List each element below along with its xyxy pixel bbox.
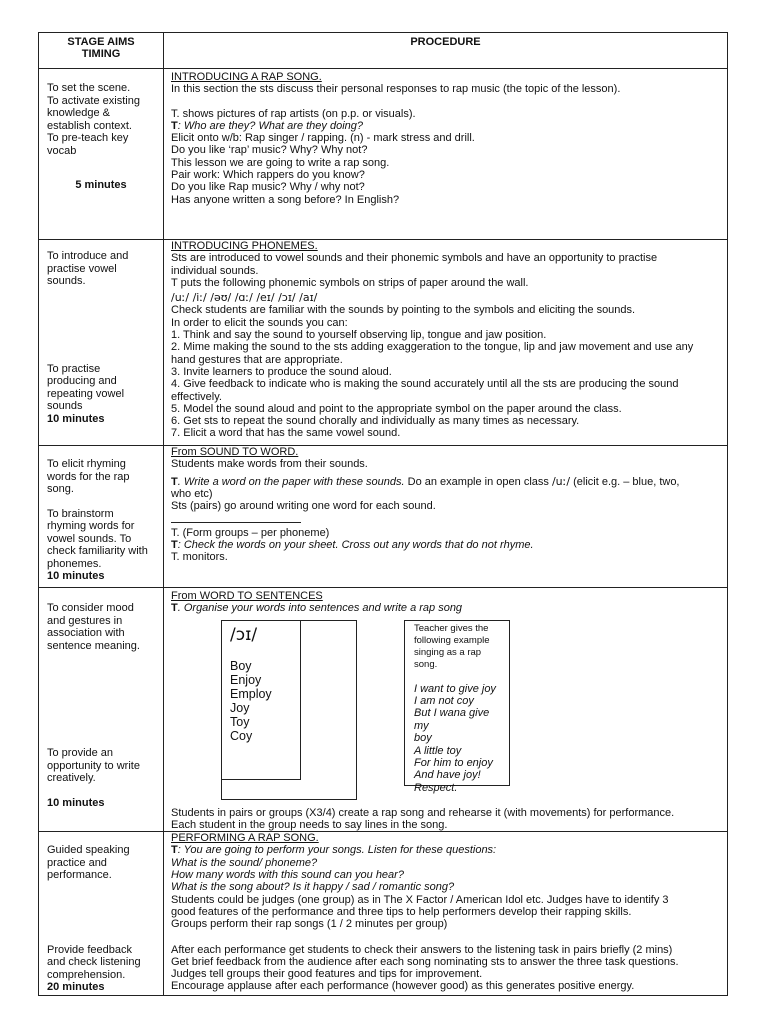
timing-label: 10 minutes [47, 412, 105, 425]
procedure-text: Do an example in open class [404, 475, 552, 488]
example-song-box [404, 620, 510, 794]
song-line: I am not coy [414, 695, 474, 707]
procedure-line: Get brief feedback from the audience after each song nominating sts to answer the three task questions. [171, 955, 679, 968]
aim-line: To consider mood [47, 602, 134, 614]
word-list-box [221, 620, 301, 780]
stage-cell [39, 588, 164, 832]
aim-line: creatively. [47, 772, 96, 784]
procedure-title: PROCEDURE [410, 36, 481, 48]
aim-line: Provide feedback [47, 943, 132, 956]
aim-line: rhyming words for [47, 520, 135, 532]
aim-line: To set the scene. [47, 82, 131, 94]
aim-line: To activate existing [47, 94, 140, 107]
procedure-line: T puts the following phonemic symbols on strips of paper around the wall. [171, 276, 529, 289]
song-intro [414, 623, 505, 671]
procedure-line: 3. Invite learners to produce the sound aloud. [171, 365, 392, 378]
procedure-cell [164, 240, 728, 446]
procedure-line: Students in pairs or groups (X3/4) create a rap song and rehearse it (with movements) for performance. [171, 806, 675, 819]
aim-line: vocab [47, 144, 77, 157]
procedure-line: hand gestures that are appropriate. [171, 353, 343, 366]
aim-line: To practise [47, 362, 101, 375]
procedure-line [171, 844, 721, 856]
procedure-line: In this section the sts discuss their personal responses to rap music (the topic of the lesson). [171, 83, 621, 96]
aim-line: performance. [47, 869, 112, 882]
procedure-line: Students could be judges (one group) as in The X Factor / American Idol etc. Judges have to identify 3 [171, 893, 669, 906]
section-heading: INTRODUCING PHONEMES. [171, 240, 318, 252]
aim-line: comprehension. [47, 968, 126, 981]
procedure-line: Pair work: Which rappers do you know? [171, 169, 365, 182]
phonemic-symbols: /uː/ /iː/ /əʊ/ /ɑː/ /eɪ/ /ɔɪ/ /aɪ/ [171, 291, 318, 305]
aim-line: practise vowel [47, 262, 117, 275]
procedure-line: How many words with this sound can you hear? [171, 869, 404, 882]
rhyming-word: Coy [230, 728, 253, 743]
section-heading: PERFORMING A RAP SONG. [171, 832, 319, 845]
aim-line: practice and [47, 856, 107, 869]
rhyming-word: Employ [230, 686, 272, 701]
aim-line: To brainstorm [47, 507, 114, 520]
timing-label: 10 minutes [47, 796, 105, 809]
table-row [39, 446, 728, 588]
teacher-prompt: . Write a word on the paper with these sounds. [177, 475, 405, 488]
teacher-prompt: . Organise your words into sentences and write a rap song [177, 602, 463, 615]
procedure-line: What is the song about? Is it happy / sad / romantic song? [171, 881, 455, 894]
rhyming-word-list [230, 659, 300, 743]
procedure-line: What is the sound/ phoneme? [171, 856, 318, 869]
procedure-header [164, 33, 728, 69]
section-heading: From SOUND TO WORD. [171, 446, 299, 458]
procedure-line: Do you like Rap music? Why / why not? [171, 181, 365, 194]
rhyming-word: Joy [230, 700, 250, 715]
aim-line: phonemes. [47, 557, 102, 570]
procedure-cell [164, 832, 728, 996]
song-line: Respect. [414, 781, 458, 794]
procedure-line: Students make words from their sounds. [171, 458, 368, 471]
procedure-line: 4. Give feedback to indicate who is making the sound accurately until all the sts are producing the sound [171, 378, 679, 391]
table-row [39, 69, 728, 240]
blank-divider-line [171, 512, 301, 523]
teacher-prompt: : Who are they? What are they doing? [177, 119, 364, 132]
procedure-line: Each student in the group needs to say lines in the song. [171, 818, 448, 831]
aim-line: Guided speaking [47, 844, 130, 857]
procedure-cell [164, 588, 728, 832]
procedure-line: Do you like ‘rap’ music? Why? Why not? [171, 144, 368, 157]
stage-cell [39, 832, 164, 996]
song-line: For him to enjoy [414, 757, 493, 770]
procedure-line: T. (Form groups – per phoneme) [171, 526, 330, 539]
lesson-plan-table [38, 32, 728, 996]
aim-line: producing and [47, 375, 117, 387]
aim-line: sentence meaning. [47, 639, 140, 652]
song-line: I want to give joy [414, 682, 496, 695]
procedure-line: Judges tell groups their good features and tips for improvement. [171, 968, 483, 981]
song-intro-line: following example [414, 634, 490, 646]
phonemic-symbol: /uː/ [551, 474, 571, 488]
song-intro-line: singing as a rap song. [414, 646, 482, 670]
procedure-line: This lesson we are going to write a rap song. [171, 156, 390, 169]
section-heading: INTRODUCING A RAP SONG. [171, 71, 322, 83]
section-heading: From WORD TO SENTENCES [171, 590, 323, 602]
stage-cell [39, 240, 164, 446]
teacher-label: T [171, 602, 178, 615]
song-lyrics [414, 683, 505, 795]
procedure-line: 2. Mime making the sound to the sts adding exaggeration to the tongue, lip and jaw movement and use any [171, 341, 694, 354]
procedure-line: After each performance get students to check their answers to the listening task in pairs briefly (2 mins) [171, 943, 673, 956]
procedure-line: 1. Think and say the sound to yourself observing lip, tongue and jaw position. [171, 329, 547, 342]
teacher-label: T [171, 475, 178, 488]
aim-line: and gestures in [47, 614, 123, 627]
timing-label: 5 minutes [75, 179, 127, 191]
procedure-line [171, 539, 721, 551]
aim-line: words for the rap [47, 470, 130, 483]
procedure-line: T. shows pictures of rap artists (on p.p. or visuals). [171, 107, 416, 120]
procedure-line: Sts (pairs) go around writing one word for each sound. [171, 500, 436, 513]
teacher-prompt: : Check the words on your sheet. Cross out any words that do not rhyme. [177, 539, 534, 552]
procedure-cell [164, 69, 728, 240]
timing-label: 20 minutes [47, 981, 105, 994]
procedure-line: 6. Get sts to repeat the sound chorally and individually as many times as necessary. [171, 415, 580, 428]
rhyming-word: Enjoy [230, 672, 262, 687]
rhyming-word: Toy [230, 714, 250, 729]
table-header-row [39, 33, 728, 69]
procedure-line: good features of the performance and three tips to help performers develop their rapping skills. [171, 905, 632, 918]
aim-line: To pre-teach key [47, 132, 129, 144]
procedure-line: Elicit onto w/b: Rap singer / rapping. (n) - mark stress and drill. [171, 132, 475, 145]
teacher-label: T [171, 844, 178, 857]
stage-cell [39, 69, 164, 240]
song-line: And have joy! [414, 769, 481, 782]
procedure-line [171, 602, 721, 614]
procedure-line: Check students are familiar with the sounds by pointing to the symbols and eliciting the sounds. [171, 304, 636, 317]
procedure-line: individual sounds. [171, 264, 259, 277]
aim-line: knowledge & [47, 107, 110, 119]
procedure-line: Groups perform their rap songs (1 / 2 minutes per group) [171, 918, 448, 931]
table-row [39, 240, 728, 446]
procedure-line: Sts are introduced to vowel sounds and their phonemic symbols and have an opportunity to practise [171, 252, 658, 265]
procedure-line: 7. Elicit a word that has the same vowel sound. [171, 427, 401, 440]
procedure-cell [164, 446, 728, 588]
aim-line: repeating vowel [47, 387, 125, 400]
procedure-line: In order to elicit the sounds you can: [171, 316, 348, 329]
teacher-label: T [171, 119, 178, 132]
procedure-line [171, 120, 721, 132]
table-row [39, 832, 728, 996]
example-boxes [171, 615, 721, 803]
procedure-line: effectively. [171, 390, 222, 403]
teacher-prompt: : You are going to perform your songs. Listen for these questions: [177, 844, 497, 857]
aim-line: vowel sounds. To [47, 532, 132, 545]
box-phoneme-symbol: /ɔɪ/ [230, 624, 258, 645]
aim-line: check familiarity with [47, 545, 148, 557]
word-list-outer-box [221, 620, 357, 800]
song-line: A little toy [414, 744, 462, 757]
song-line: But I wana give my [414, 707, 490, 732]
procedure-text: (elicit e.g. – blue, two, [570, 475, 680, 488]
song-intro-line: Teacher gives the [414, 622, 489, 634]
aim-line: sounds [47, 400, 83, 412]
stage-aims-title: STAGE AIMS [67, 36, 135, 48]
procedure-line: Encourage applause after each performance (however good) as this generates positive energy. [171, 980, 635, 993]
stage-aims-header [39, 33, 164, 69]
procedure-line: Has anyone written a song before? In English? [171, 193, 400, 206]
timing-label: 10 minutes [47, 570, 105, 582]
aim-line: sounds. [47, 275, 86, 287]
timing-title: TIMING [81, 48, 121, 60]
aim-line: song. [47, 483, 74, 495]
aim-line: To elicit rhyming [47, 458, 126, 470]
procedure-line [171, 476, 721, 488]
table-row [39, 588, 728, 832]
procedure-line: who etc) [171, 487, 213, 500]
aim-line: establish context. [47, 119, 132, 132]
song-line: boy [414, 732, 432, 745]
rhyming-word: Boy [230, 658, 252, 673]
stage-cell [39, 446, 164, 588]
teacher-label: T [171, 539, 178, 552]
procedure-line: T. monitors. [171, 551, 228, 564]
aim-line: To provide an [47, 747, 114, 759]
aim-line: opportunity to write [47, 759, 140, 772]
procedure-line: 5. Model the sound aloud and point to the appropriate symbol on the paper around the class. [171, 402, 622, 415]
aim-line: and check listening [47, 956, 141, 969]
aim-line: association with [47, 627, 125, 639]
aim-line: To introduce and [47, 250, 129, 262]
